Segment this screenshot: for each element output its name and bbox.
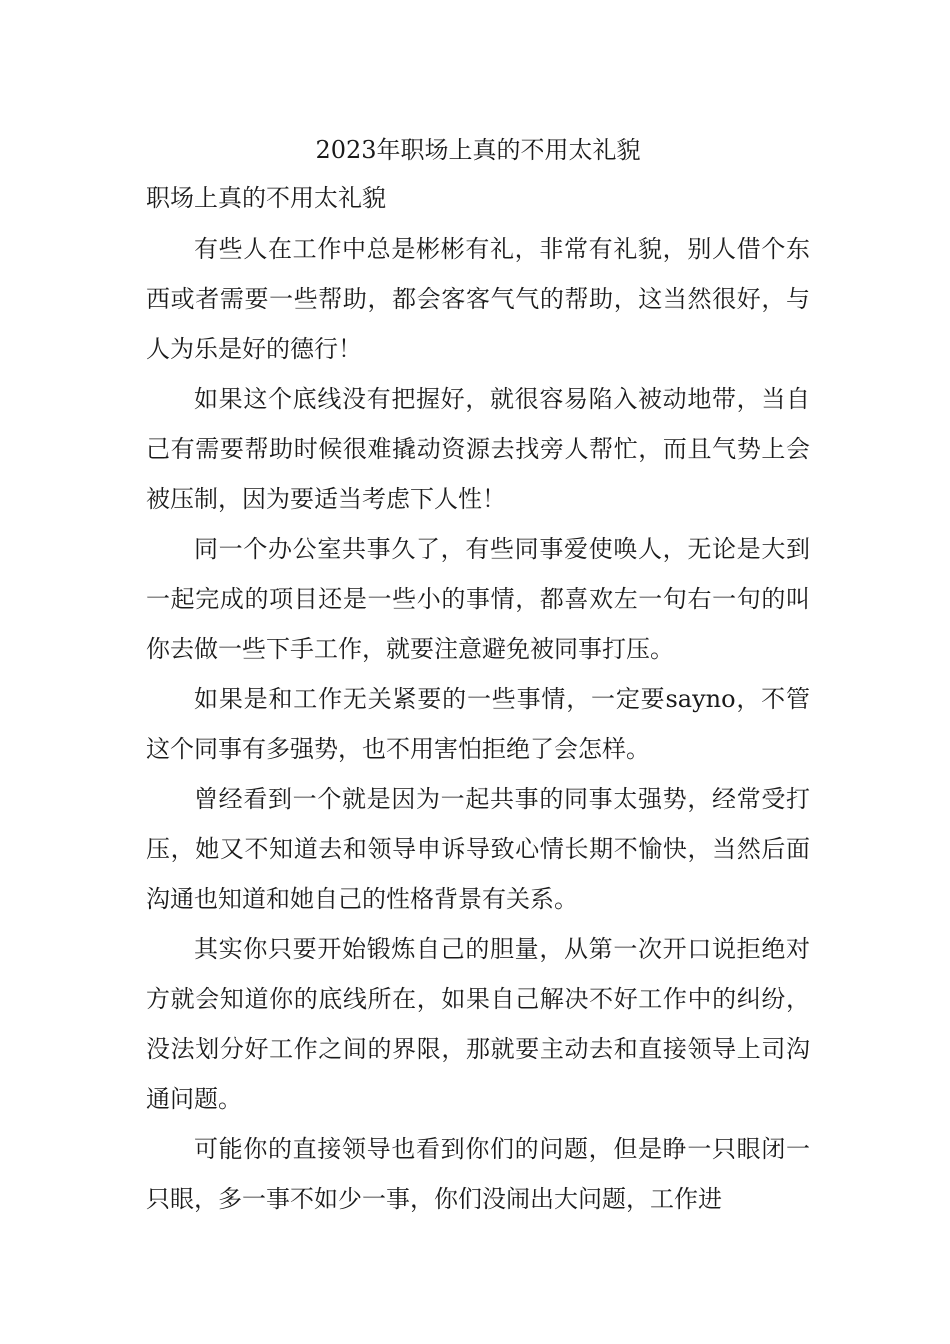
document-title: 2023年职场上真的不用太礼貌 — [315, 136, 641, 164]
document-subtitle: 职场上真的不用太礼貌 — [146, 184, 386, 212]
paragraph: 曾经看到一个就是因为一起共事的同事太强势，经常受打压，她又不知道去和领导申诉导致心情长期不愉快，当然后面沟通也知道和她自己的性格背景有关系。 — [146, 785, 810, 913]
paragraph: 如果这个底线没有把握好，就很容易陷入被动地带，当自己有需要帮助时候很难撬动资源去找旁人帮忙，而且气势上会被压制，因为要适当考虑下人性！ — [146, 385, 810, 513]
paragraph: 其实你只要开始锻炼自己的胆量，从第一次开口说拒绝对方就会知道你的底线所在，如果自己解决不好工作中的纠纷，没法划分好工作之间的界限，那就要主动去和直接领导上司沟通问题。 — [146, 935, 810, 1113]
paragraph: 如果是和工作无关紧要的一些事情，一定要sayno，不管这个同事有多强势，也不用害怕拒绝了会怎样。 — [146, 685, 810, 763]
paragraph: 有些人在工作中总是彬彬有礼，非常有礼貌，别人借个东西或者需要一些帮助，都会客客气气的帮助，这当然很好，与人为乐是好的德行！ — [146, 235, 810, 363]
document-body — [146, 128, 810, 1224]
paragraph: 可能你的直接领导也看到你们的问题，但是睁一只眼闭一只眼，多一事不如少一事，你们没闹出大问题，工作进 — [146, 1135, 810, 1213]
paragraph: 同一个办公室共事久了，有些同事爱使唤人，无论是大到一起完成的项目还是一些小的事情，都喜欢左一句右一句的叫你去做一些下手工作，就要注意避免被同事打压。 — [146, 535, 810, 663]
